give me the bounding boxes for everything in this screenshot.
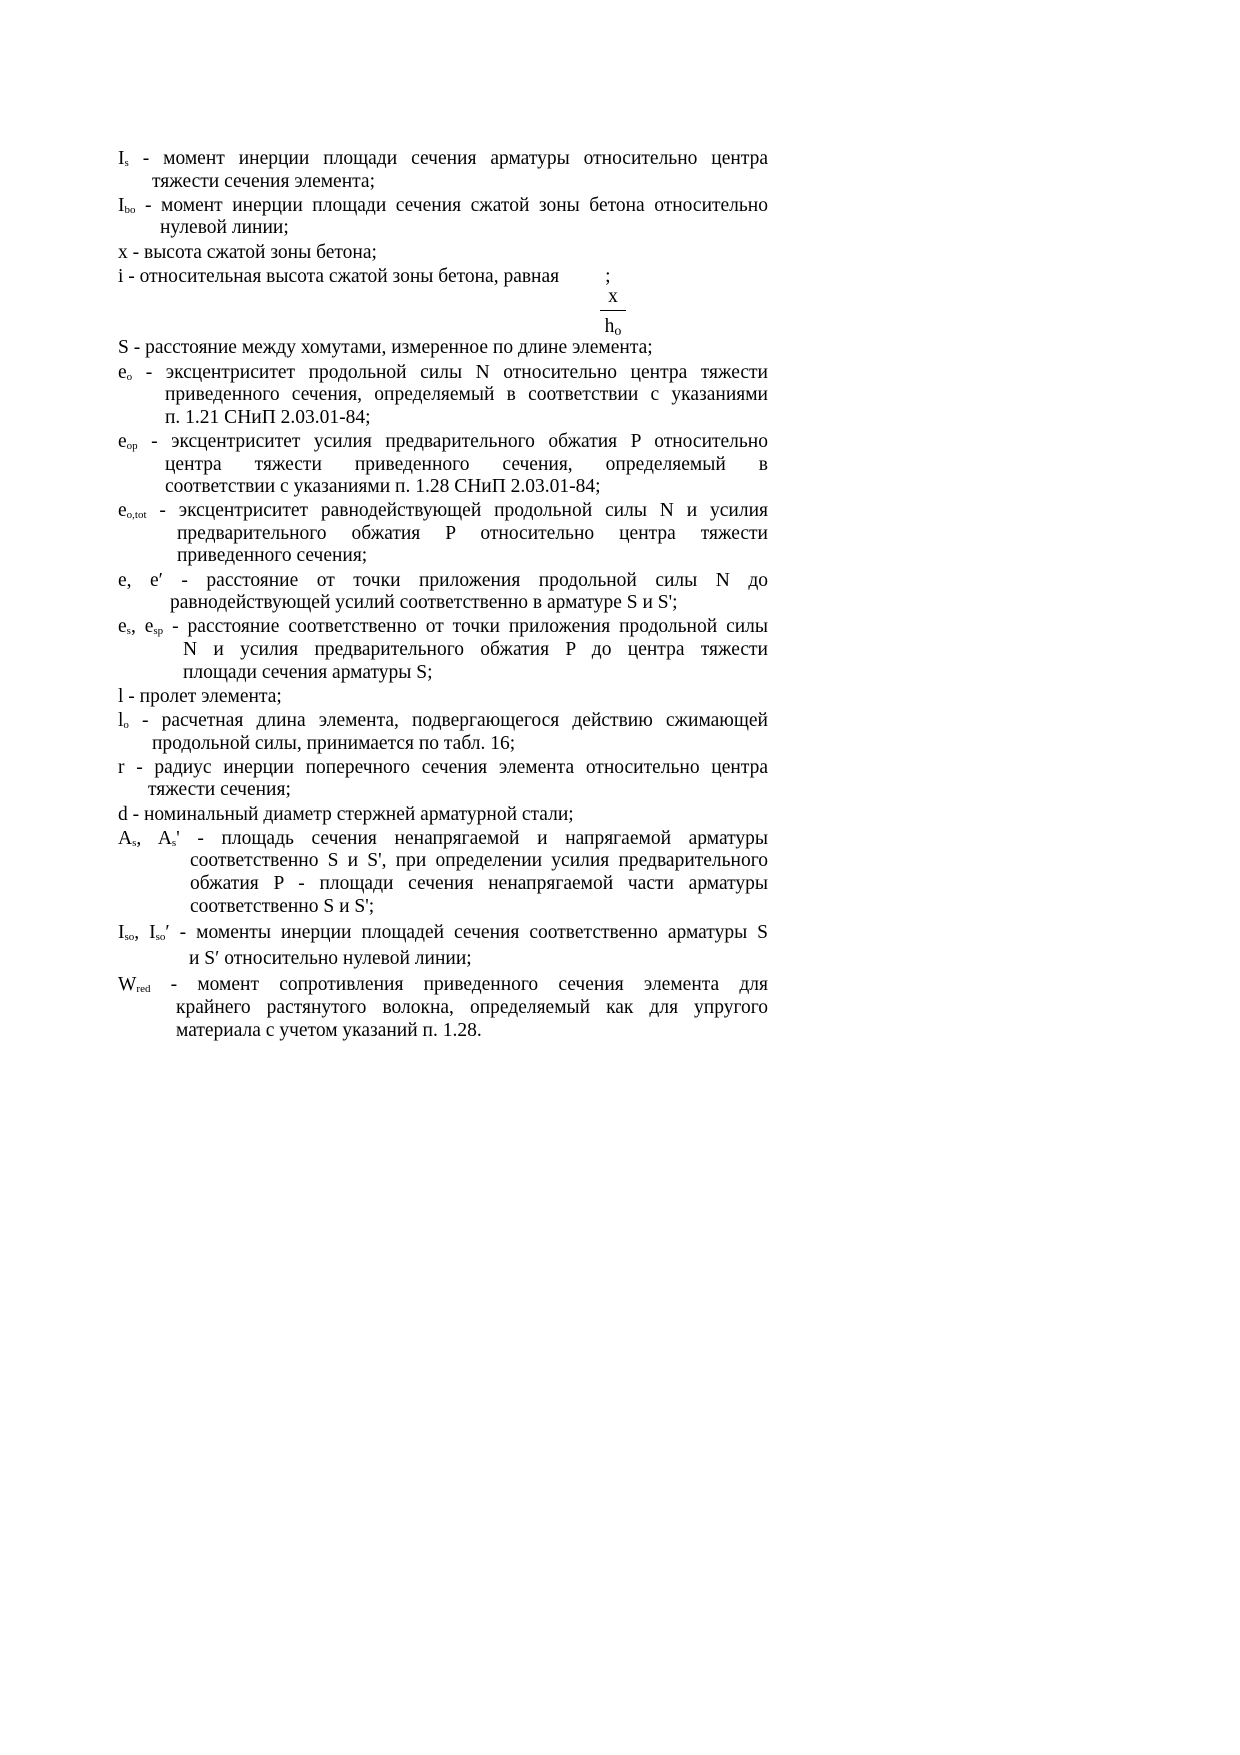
definition-as: As, As' - площадь сечения ненапрягаемой и напрягаемой арматуры соответственно S и S', при определении усилия предварительного обжатия P - площади сечения ненапрягаемой части арматуры соответственно S и S'; <box>118 827 768 917</box>
definition-l: l - пролет элемента; <box>118 685 282 707</box>
definition-r: r - радиус инерции поперечного сечения элемента относительно центра тяжести сечения; <box>118 756 768 801</box>
definition-xi: i - относительная высота сжатой зоны бетона, равная ; <box>118 265 611 287</box>
definition-s: S - расстояние между хомутами, измеренное по длине элемента; <box>118 337 653 359</box>
definition-iso: Iso, Iso′ - моменты инерции площадей сечения соответственно арматуры S и S′ относительно нулевой линии; <box>118 922 768 969</box>
definition-ibo: Ibo - момент инерции площади сечения сжатой зоны бетона относительно нулевой линии; <box>118 194 768 239</box>
fraction-numerator: x <box>608 286 618 307</box>
definition-eop: eop - эксцентриситет усилия предварительного обжатия P относительно центра тяжести приведенного сечения, определяемый в соответствии с указаниями п. 1.28 СНиП 2.03.01-84; <box>118 430 768 498</box>
fraction-bar <box>600 310 626 311</box>
definition-e: e, e′ - расстояние от точки приложения продольной силы N до равнодействующей усилий соответственно в арматуре S и S'; <box>118 569 768 614</box>
definition-eo: eo - эксцентриситет продольной силы N относительно центра тяжести приведенного сечения, определяемый в соответствии с указаниями п. 1.21 СНиП 2.03.01-84; <box>118 361 768 428</box>
definition-d: d - номинальный диаметр стержней арматурной стали; <box>118 803 574 825</box>
document-page <box>118 148 768 1044</box>
definition-x: x - высота сжатой зоны бетона; <box>118 241 377 263</box>
definition-es-esp: es, esp - расстояние соответственно от точки приложения продольной силы N и усилия предварительного обжатия P до центра тяжести площади сечения арматуры S; <box>118 616 768 683</box>
fraction-x-over-ho <box>598 284 628 344</box>
fraction-denominator: ho <box>604 316 622 339</box>
definition-is: Is - момент инерции площади сечения арматуры относительно центра тяжести сечения элемента; <box>118 148 768 192</box>
definition-lo: lo - расчетная длина элемента, подвергающегося действию сжимающей продольной силы, принимается по табл. 16; <box>118 710 768 754</box>
definition-eo-tot: eo,tot - эксцентриситет равнодействующей продольной силы N и усилия предварительного обжатия P относительно центра тяжести приведенного сечения; <box>118 500 768 567</box>
definition-wred: Wred - момент сопротивления приведенного сечения элемента для крайнего растянутого волокна, определяемый как для упругого материала с учетом указаний п. 1.28. <box>118 974 768 1041</box>
